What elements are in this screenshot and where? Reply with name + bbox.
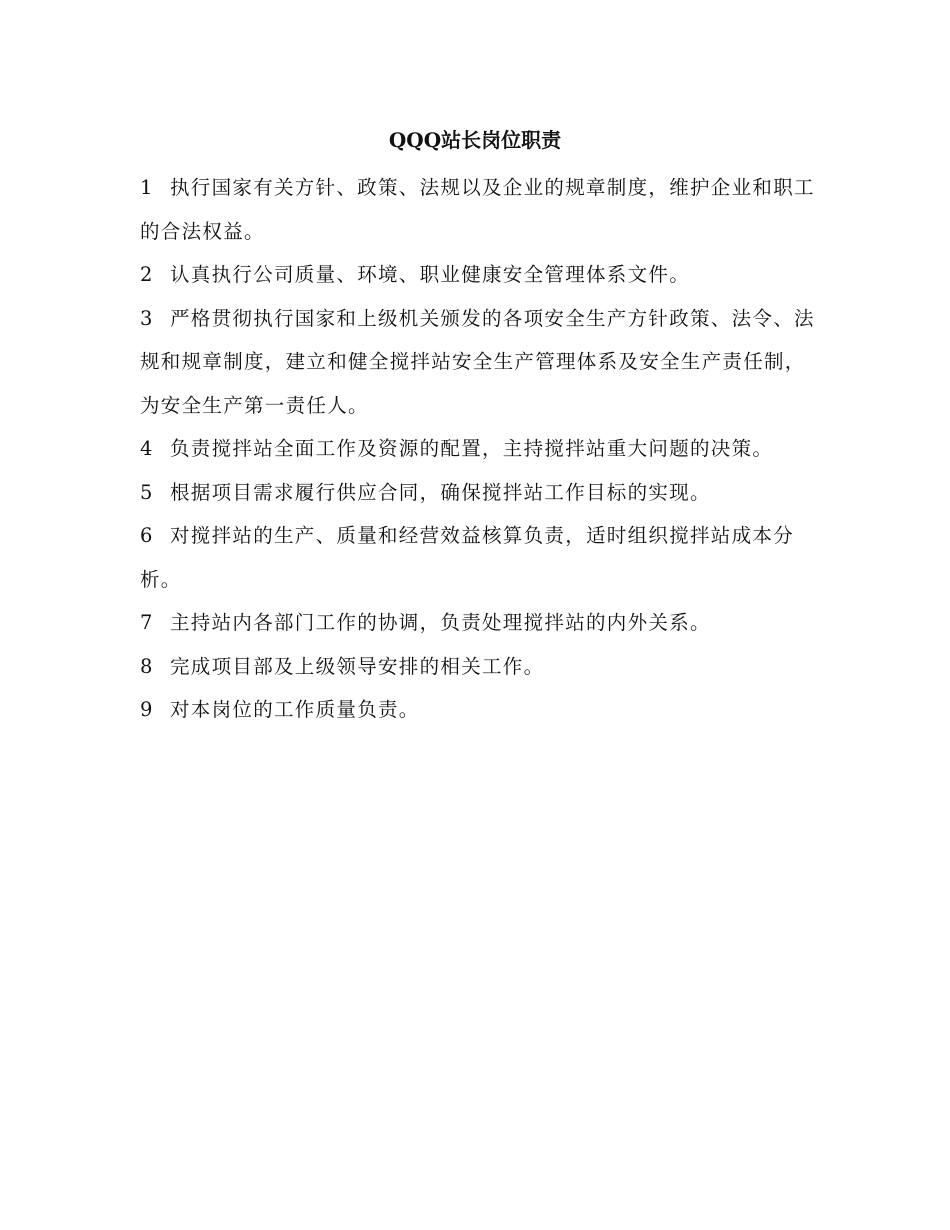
duty-number: 1 [140, 176, 153, 199]
duty-item-1 [140, 166, 820, 253]
duty-text: 对本岗位的工作质量负责。 [170, 698, 420, 721]
duty-number: 5 [140, 480, 153, 504]
duty-item-4 [140, 427, 820, 471]
duty-number: 3 [140, 306, 153, 330]
document-title: QQQ站长岗位职责 [388, 128, 562, 152]
duty-item-6 [140, 514, 820, 601]
duty-number: 2 [140, 263, 153, 286]
duty-item-9 [140, 688, 820, 732]
duty-item-3 [140, 297, 820, 428]
duty-list [140, 166, 820, 732]
duty-text: 负责搅拌站全面工作及资源的配置，主持搅拌站重大问题的决策。 [170, 437, 774, 460]
duty-item-7 [140, 601, 820, 645]
duty-text: 对搅拌站的生产、质量和经营效益核算负责，适时组织搅拌站成本分析。 [140, 524, 795, 591]
duty-item-8 [140, 645, 820, 689]
duty-text: 执行国家有关方针、政策、法规以及企业的规章制度，维护企业和职工的合法权益。 [140, 176, 815, 243]
duty-text: 根据项目需求履行供应合同，确保搅拌站工作目标的实现。 [170, 480, 711, 504]
duty-number: 9 [140, 698, 153, 721]
duty-number: 4 [140, 437, 153, 460]
duty-text: 完成项目部及上级领导安排的相关工作。 [170, 654, 545, 678]
duty-item-5 [140, 471, 820, 515]
duty-text: 主持站内各部门工作的协调，负责处理搅拌站的内外关系。 [170, 611, 711, 634]
duty-number: 7 [140, 611, 153, 634]
duty-text: 认真执行公司质量、环境、职业健康安全管理体系文件。 [170, 263, 691, 286]
duty-number: 6 [140, 524, 153, 547]
duty-text: 严格贯彻执行国家和上级机关颁发的各项安全生产方针政策、法令、法规和规章制度，建立和健全搅拌站安全生产管理体系及安全生产责任制，为安全生产第一责任人。 [140, 306, 815, 417]
duty-number: 8 [140, 654, 153, 678]
duty-item-2 [140, 253, 820, 297]
